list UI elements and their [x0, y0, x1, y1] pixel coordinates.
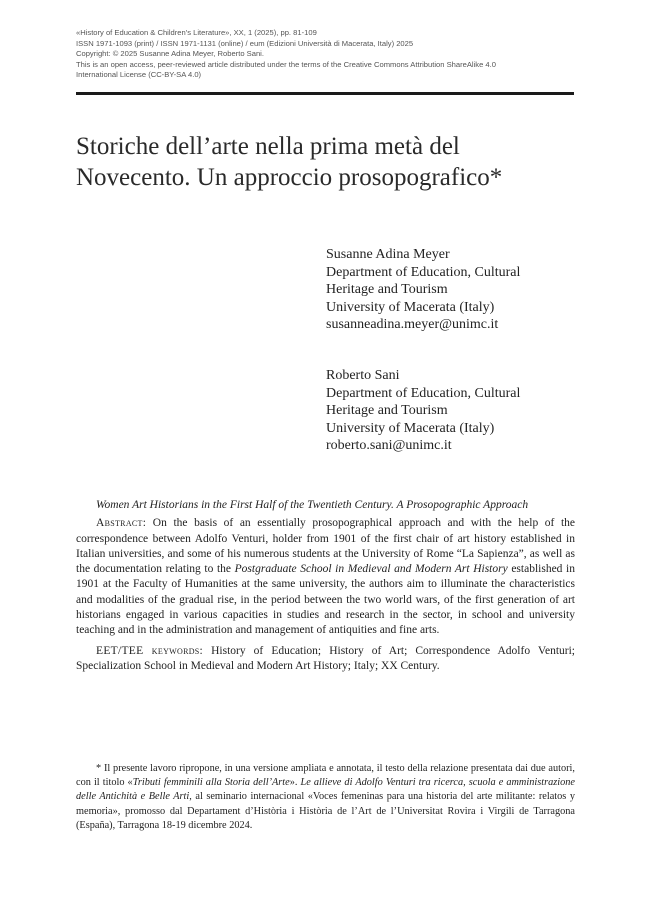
journal-header — [76, 28, 576, 81]
abstract-label: Abstract: — [96, 517, 147, 530]
english-title: Women Art Historians in the First Half of the Twentieth Century. A Prosopographic Approach — [96, 499, 529, 511]
abstract-text-italic: Postgraduate School in Medieval and Modern Art History — [234, 563, 508, 576]
author-affiliation: Department of Education, Cultural — [326, 385, 521, 401]
author-name: Roberto Sani — [326, 368, 400, 383]
author-affiliation: Department of Education, Cultural — [326, 264, 521, 280]
author-block-sani — [326, 367, 586, 455]
abstract-paragraph — [76, 516, 575, 638]
citation-line: «History of Education & Children's Literature», XX, 1 (2025), pp. 81-109 — [76, 28, 317, 37]
header-rule — [76, 92, 574, 95]
author-block-meyer — [326, 246, 586, 334]
author-email: roberto.sani@unimc.it — [326, 438, 452, 453]
abstract-text-2: established in 1901 at the Faculty of Humanities at the same university, the authors aim to illuminate the characteristics and modalities of the gradual rise, in the period between the two world wars, of the first generation of art historians engaged in various capacities in studies and research in the sector, in school and university teaching and in the administration and management of antiquities and fine arts. — [76, 563, 576, 637]
keywords-paragraph — [76, 644, 575, 675]
license-line: This is an open access, peer-reviewed article distributed under the terms of the Creative Commons Attribution ShareAlike 4.0 — [76, 59, 496, 69]
license-line-continued: International License (CC-BY-SA 4.0) — [76, 70, 202, 80]
abstract-text-1: On the basis of an essentially prosopographical approach and with the help of the correspondence between Adolfo Venturi, holder from 1901 of the first chair of art history established in Italian universities, and some of his numerous students at the University of Rome “La Sapienza”, as well as the documentation relating to the — [76, 517, 575, 576]
title-line-2: Novecento. Un approccio prosopografico* — [76, 164, 503, 191]
issn-line: ISSN 1971-1093 (print) / ISSN 1971-1131 (online) / eum (Edizioni Università di Macerata, Italy) 2025 — [76, 38, 414, 48]
author-affiliation-continued: Heritage and Tourism — [326, 282, 448, 297]
title-line-1: Storiche dell’arte nella prima metà del — [76, 133, 460, 160]
article-title — [76, 131, 576, 193]
author-name: Susanne Adina Meyer — [326, 247, 450, 262]
footnote-text-2: ». — [289, 777, 301, 789]
keywords-label: EET/TEE keywords: — [96, 644, 204, 657]
footnote-text-3: , al seminario internacional «Voces femeninas para una historia del arte militante: relatos y memoria», promosso dal Departament d’Història i Història de l’Art de l’Universitat Rovira i Virgili de Tarragona (España), Tarragona 18-19 dicembre 2024. — [76, 791, 575, 831]
footnote-italic-2: Le allieve di Adolfo Venturi tra ricerca, scuola e amministrazione delle Antichità e Belle Arti — [76, 777, 575, 803]
author-institution: University of Macerata (Italy) — [326, 420, 495, 436]
footnote-italic-1: Tributi femminili alla Storia dell’Arte — [132, 777, 290, 789]
abstract-section — [76, 498, 575, 674]
author-email: susanneadina.meyer@unimc.it — [326, 317, 499, 332]
footnote-text-1: * Il presente lavoro ripropone, in una versione ampliata e annotata, il testo della relazione presentata dai due autori, con il titolo « — [76, 763, 575, 789]
keywords-text: History of Education; History of Art; Correspondence Adolfo Venturi; Specialization School in Medieval and Modern Art History; Italy; XX Century. — [76, 644, 575, 672]
copyright-line: Copyright: © 2025 Susanne Adina Meyer, Roberto Sani. — [76, 49, 264, 59]
author-affiliation-continued: Heritage and Tourism — [326, 403, 448, 418]
footnote — [76, 762, 575, 833]
author-institution: University of Macerata (Italy) — [326, 299, 495, 315]
